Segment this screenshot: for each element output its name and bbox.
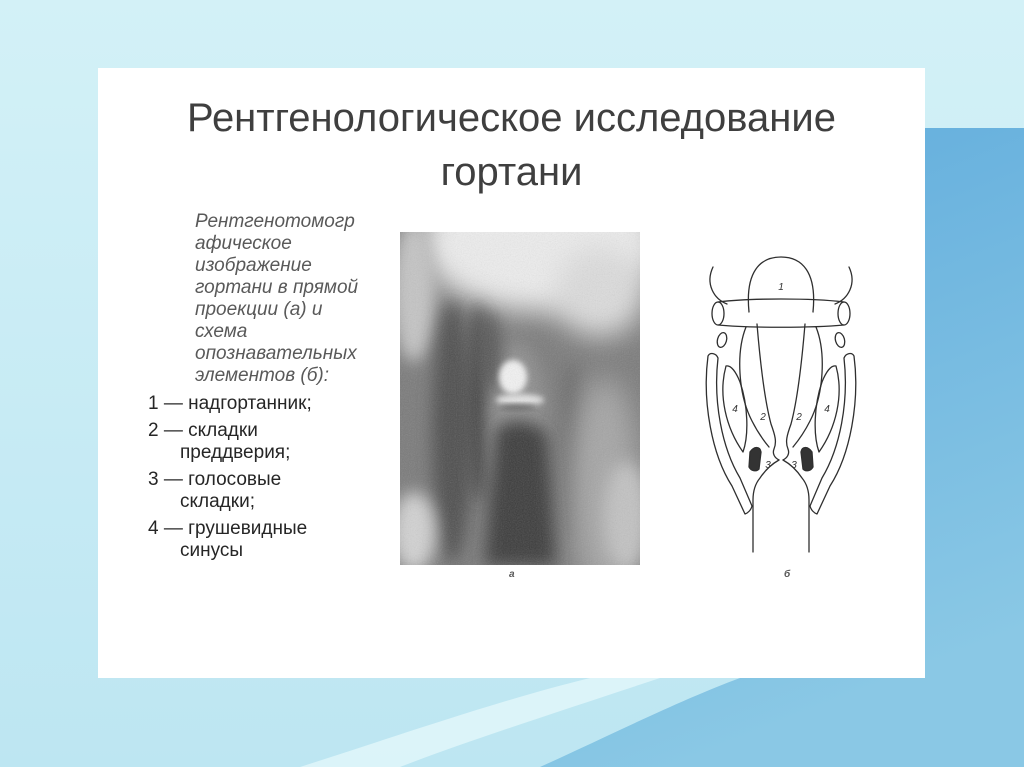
xray-tomogram-image: [400, 232, 640, 565]
right-vestibular-fold-inner: [783, 324, 805, 460]
figure-a-label: а: [509, 569, 515, 580]
xray-grain: [400, 232, 640, 565]
larynx-schema-diagram: [695, 250, 865, 560]
right-vestibular-fold-outer: [793, 327, 822, 447]
marker-epiglottis: 1: [778, 282, 784, 293]
legend-item-2: [148, 420, 312, 464]
caption-line: элементов (б):: [195, 365, 330, 386]
legend-item-text: 1 — надгортанник;: [148, 393, 312, 414]
legend-item-text-continued: складки;: [180, 491, 255, 512]
legend-item-text: 3 — голосовые: [148, 469, 282, 490]
right-vocal-fold: [801, 448, 813, 471]
legend-item-3: [148, 469, 312, 513]
diagram-right-half: [783, 267, 856, 552]
caption-line: изображение: [195, 255, 312, 276]
figure-caption: [195, 211, 358, 387]
legend-item-4: [148, 518, 312, 562]
slide-title-line-2: гортани: [440, 150, 583, 194]
marker-piriform-sinus-left: 4: [732, 404, 738, 415]
legend-item-text: 4 — грушевидные: [148, 518, 308, 539]
caption-line: афическое: [195, 233, 292, 254]
left-vocal-fold: [749, 448, 761, 471]
caption-line: опознавательных: [195, 343, 357, 364]
left-vestibular-fold-inner: [757, 324, 779, 460]
right-trachea-wall: [783, 460, 809, 552]
diagram-left-half: [706, 267, 779, 552]
right-cartilage-oval: [834, 332, 847, 349]
figure-b-label: б: [784, 569, 791, 580]
slide-title-line-1: Рентгенологическое исследование: [187, 96, 836, 140]
legend-item-1: [148, 393, 312, 415]
legend-item-text-continued: преддверия;: [180, 442, 291, 463]
marker-vestibular-fold-right: 2: [796, 412, 802, 423]
caption-line: проекции (а) и: [195, 299, 323, 320]
legend-item-text-continued: синусы: [180, 540, 244, 561]
legend-item-text: 2 — складки: [148, 420, 258, 441]
right-thyroid-band: [810, 354, 856, 514]
left-vestibular-fold-outer: [740, 327, 769, 447]
caption-line: гортани в прямой: [195, 277, 359, 298]
marker-vocal-fold-left: 3: [765, 460, 771, 471]
left-cartilage-oval: [716, 332, 729, 349]
marker-piriform-sinus-right: 4: [824, 404, 830, 415]
hyoid-bar-left-end: [712, 302, 724, 325]
right-outer-contour: [835, 267, 852, 304]
hyoid-bar-bottom: [718, 325, 844, 327]
caption-line: Рентгенотомогр: [195, 211, 355, 232]
marker-vestibular-fold-left: 2: [760, 412, 766, 423]
left-trachea-wall: [753, 460, 779, 552]
left-outer-contour: [710, 267, 727, 304]
left-thyroid-band: [706, 354, 752, 514]
legend-list: [148, 393, 312, 567]
caption-line: схема: [195, 321, 248, 342]
hyoid-bar-right-end: [838, 302, 850, 325]
hyoid-bar-top: [718, 299, 844, 302]
marker-vocal-fold-right: 3: [791, 460, 797, 471]
